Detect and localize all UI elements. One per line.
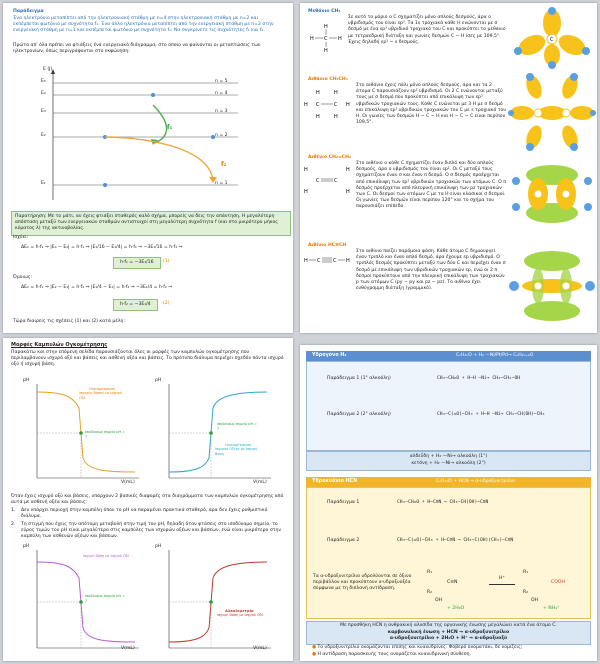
- energy-levels-page: [3, 3, 293, 333]
- hcn-section-title: Υδροκυάνιο HCN: [312, 479, 358, 484]
- bottom-left-ylabel: pH: [23, 544, 30, 549]
- electron-dot: [151, 93, 155, 97]
- svg-text:C: C: [334, 178, 338, 184]
- svg-text:H: H: [304, 189, 308, 195]
- bullet-1: [312, 645, 582, 651]
- svg-text:C: C: [334, 102, 338, 108]
- ethane-heading: Αιθάνιο CH₃CH₃: [308, 77, 348, 82]
- svg-text:H: H: [346, 167, 350, 173]
- methane-heading: Μεθάνιο CH₄: [308, 9, 341, 14]
- ethane-structure: [304, 87, 354, 121]
- equation-2-number: (2): [163, 301, 170, 306]
- h2-summary-1: αλδεΰδη + H₂ —Ni→ αλκοόλη (1°): [409, 454, 488, 459]
- svg-text:H: H: [310, 36, 314, 42]
- bottom-left-eqpoint: Ισοδύναμο σημείο pH = 7: [85, 594, 125, 603]
- hydrolysis-text: Τα α-υδροξυνιτρίλια υδρολύονται σε όξινο περιβάλλον και προκύπτουν α-υδροξυοξέα σύμφωνα με τη διπλανή αντίδραση.: [313, 574, 412, 592]
- hydrolysis-r2-left: R₂: [427, 590, 433, 595]
- hcn-example-2-label: Παράδειγμα 2: [327, 538, 360, 543]
- point-2-text: Τη στιγμή που έχεις την απότομη μεταβολή στην τιμή του pH, δηλαδή όταν φτάσεις στο ισοδύναμο σημείο, το εύρος τιμών του pH είναι μεγαλύτερο στις καμπύλες των ισχυρών οξέων και βάσεων, ενώ είναι μικρότερο στην καμπύλη των ασθενών οξέων και βάσεων.: [21, 522, 281, 540]
- svg-text:C: C: [316, 178, 320, 184]
- energy-level-symbol: E₅: [41, 79, 46, 84]
- isxyei-label: Ισχύει:: [13, 235, 29, 240]
- methane-orbital-diagram: [510, 7, 594, 69]
- electron-dot: [103, 183, 107, 187]
- svg-text:C: C: [550, 37, 554, 43]
- svg-text:C: C: [317, 258, 321, 264]
- hydrolysis-r1-left: R₁: [427, 570, 433, 575]
- ethene-heading: Αιθένιο CH₂=CH₂: [308, 155, 352, 160]
- hybridization-page: [300, 3, 597, 333]
- ethene-structure: [304, 163, 354, 197]
- energy-level-n: n = 5: [215, 79, 228, 84]
- hydrogen-section-header: [306, 351, 591, 361]
- svg-text:H: H: [316, 114, 320, 120]
- svg-text:H: H: [324, 48, 328, 54]
- ethene-text: Στο αιθένιο ο κάθε C σχηματίζει έναν διπλό και δύο απλούς δεσμούς, άρα ο υβριδισμός του είναι sp². Οι C μεταξύ τους σχηματίζουν έναν σ και έναν π δεσμό. Ο σ δεσμός προέρχεται από επικάλυψη των sp² υβριδικών τροχιακών των ατόμων C. Ο π δεσμός προέρχεται από πλευρική επικάλυψη των pz τροχιακών των C. Οι δεσμοί των ατόμων C με τα H είναι κλασικοί σ δεσμοί. Οι γωνίες των δεσμών είναι περίπου 120° και το σχήμα του παρουσιάζει επίπεδο.: [356, 161, 506, 210]
- ethyne-text: Στο αιθίνιο παίζει παρόμοια φάση. Κάθε άτομο C δημιουργεί έναν τριπλό και έναν απλό δεσμό, άρα έχουμε sp υβριδισμό. Ο τριπλός δεσμός προκύπτει μεταξύ των δύο C και περιέχει έναν σ δεσμό με επικάλυψη των υβριδικών τροχιακών sp, ενώ οι 2 π δεσμοί προκύπτουν από την πλευρική επικάλυψη των τροχιακών p των ατόμων C (py − py και pz − pz). Το αιθίνιο έχει ευθύγραμμη διάταξη (γραμμικό).: [356, 249, 506, 292]
- energy-level-symbol: E₄: [41, 91, 46, 96]
- energy-level-n: n = 2: [215, 133, 228, 138]
- bullet-2: [312, 652, 582, 658]
- methane-text: Σε αυτό το μόριο ο C σχηματίζει μόνο απλούς δεσμούς, άρα ο υβριδισμός του είναι sp³. Τα 1s τροχιακά κάθε H ενώνονται με σ δεσμό με ένα sp³ υβριδικό τροχιακό του C και προκύπτει το μεθάνιο με τετραεδρική διάταξη και γωνίες δεσμών C − H ίσες με 109,5°. Έχεις δηλαδή sp³ − s δεσμούς.: [348, 15, 506, 45]
- bottom-left-xlabel: V(mL): [121, 646, 135, 651]
- svg-text:H: H: [346, 258, 350, 264]
- titration-curves-page: [3, 338, 293, 661]
- energy-level-n: n = 1: [215, 181, 228, 186]
- ethyne-heading: Αιθίνιο HC≡CH: [308, 243, 347, 248]
- bullet-2-marker: ●: [312, 652, 318, 657]
- svg-text:H: H: [316, 90, 320, 96]
- omoios-label: Όμοιως:: [13, 275, 33, 280]
- h2-example-1-label: Παράδειγμα 1 (1° αλκοόλη): [327, 376, 391, 381]
- example-heading: Παράδειγμα: [13, 9, 44, 14]
- example-statement: Ένα ηλεκτρόνιο μεταπίπτει από την ηλεκτρονιακή στάθμη με n=4 στην ηλεκτρονιακή στάθμη με n=2 και εκπέμπεται φωτόνιο με συχνότητα f₁. Ένα άλλο ηλεκτρόνιο μεταπίπτει από την ενεργειακή στάθμη με n=2 στην ενεργειακή στάθμη με n=1 και εκπέμπεται φωτόνιο με συχνότητα f₂. Να συγκρίνετε τις συχνότητες f₁ και f₂.: [13, 16, 274, 34]
- bottom-right-titration-chart: [155, 544, 275, 656]
- hcn-section-header: [306, 477, 591, 487]
- differences-intro: Όταν έχεις ισχυρό οξύ και βάσεις, υπάρχουν 2 βασικές διαφορές στα διαγράμματα των καμπυλών ογκομέτρησης από αυτά με ασθενή οξέα και βάσεις:: [11, 494, 284, 506]
- svg-text:H: H: [334, 114, 338, 120]
- strong-acid-titration-chart: [155, 378, 275, 488]
- titration-heading: Μορφές Καμπυλών Ογκομέτρησης: [11, 342, 108, 348]
- energy-level-n: n = 3: [215, 109, 228, 114]
- left-chart-eqpoint: Ισοδύναμο σημείο pH = 7: [85, 430, 125, 439]
- ethane-text: Στο αιθάνιο έχεις πάλι μόνο απλούς δεσμούς, άρα και τα 2 άτομα C παρουσιάζουν sp³ υβριδισμό. Οι 2 C ενώνονται μεταξύ τους με σ δεσμό που προκύπτει από επικάλυψη των sp³ υβριδικών τροχιακών τους. Κάθε C ενώνεται με 3 H με σ δεσμό και επικάλυψη sp³ υβριδικών τροχιακών του C με s τροχιακό του H. Οι γωνίες των δεσμών H − C − H και H − C − C είναι περίπου 109,5°.: [356, 83, 507, 126]
- division-instruction: Τώρα διαιρείς τις σχέσεις (1) και (2) κατά μέλη:: [13, 319, 126, 324]
- equation-1-number: (1): [163, 259, 170, 264]
- hydrolysis-cn: C≡N: [447, 580, 458, 585]
- equation-1: ΔE₁ = h·f₁ ⇒ |E₄ − E₂| = h·f₁ ⇒ |E₁/16 − E₁/4| = h·f₁ ⇒ −3E₁/16 = h·f₁ ⇒: [21, 245, 183, 250]
- hcn-summary-eq2: α-υδροξυνιτρίλιο + 2H₂O + H⁺ → α-υδροξυοξύ: [389, 636, 508, 641]
- instruction-text: Πρώτα απ' όλα πρέπει να φτιάξεις ένα ενεργειακό διάγραμμα, στο οποίο να φαίνονται οι μεταπτώσεις των ηλεκτρονίων, όπως περιγράφονται στο εκφώνηση:: [13, 43, 261, 55]
- ethene-orbital-diagram: [508, 155, 596, 233]
- right-chart-title: Ογκομέτρηση: [225, 442, 252, 447]
- hcn-example-1-label: Παράδειγμα 1: [327, 500, 360, 505]
- right-chart-ylabel: pH: [155, 378, 162, 383]
- energy-level-n: n = 4: [215, 91, 228, 96]
- bullet-1-text: Το υδροξυνιτρίλιο ονομάζονται επίσης και κυανυδρίνες. Φοβερό ονοματάκι, δε νομίζεις;: [317, 645, 523, 650]
- addition-reactions-page: [300, 345, 597, 661]
- hcn-example-1-equation: CH₃−CH=O + H−C≡N → CH₃−CH(OH)−C≡N: [397, 500, 489, 505]
- energy-level-diagram: [43, 65, 243, 205]
- svg-text:H: H: [304, 167, 308, 173]
- ethane-orbital-diagram: [508, 73, 596, 151]
- energy-level-symbol: E₃: [41, 109, 46, 114]
- svg-text:H: H: [304, 258, 308, 264]
- hydrolysis-oh-left: OH: [435, 598, 443, 603]
- bottom-left-subtitle: Ισχυρή Βάση με Ισχυρό Οξύ: [83, 554, 130, 558]
- h2-example-1-equation: CH₃−CH=O + H−H —Ni→ CH₃−CH₂−OH: [437, 376, 520, 381]
- hcn-summary-eq1: καρβονυλική ένωση + HCN → α-υδροξυνιτρίλιο: [387, 630, 510, 635]
- svg-text:H: H: [338, 36, 342, 42]
- left-chart-title: Ογκομέτρηση: [89, 386, 116, 391]
- boxed-equation-2: h·f₂ = −3E₁/4: [113, 299, 158, 311]
- h2-example-2-equation: CH₃−C(=O)−CH₃ + H−H —Ni→ CH₃−CH(OH)−CH₃: [437, 412, 545, 417]
- hcn-section-formula: CₙH₂ₙO + HCN → α-υδροξυνιτρίλιο: [436, 479, 515, 484]
- hcn-example-2-equation: CH₃−C(=O)−CH₃ + H−C≡N → CH₃−C(OH)(CH₃)−C≡N: [397, 538, 514, 543]
- energy-level-symbol: E₂: [41, 133, 46, 138]
- hydrolysis-cooh: COOH: [551, 580, 565, 585]
- hydrolysis-ammonium: + NH₄⁺: [543, 606, 560, 611]
- hydrolysis-arrow: [489, 584, 515, 585]
- hydrogen-section-title: Υδρογόνο H₂: [312, 353, 347, 358]
- svg-text:H: H: [334, 90, 338, 96]
- ethyne-structure: [304, 253, 354, 267]
- left-chart-subtitle: Ισχυρής Βάσης με Ισχυρό Οξύ: [79, 391, 122, 400]
- point-1-marker: 1.: [11, 508, 16, 513]
- hydrogen-section-formula: CₙH₂ₙO + H₂ —Ni/Pt/Pd→ CₙH₂ₙ₊₂O: [456, 353, 534, 358]
- hydrolysis-water: + 2H₂O: [447, 606, 465, 611]
- bottom-left-titration-chart: [23, 544, 143, 656]
- right-chart-xlabel: V(mL): [253, 480, 267, 485]
- hcn-summary-text: Με προσθήκη HCN η ανθρακική αλυσίδα της οργανικής ένωσης μεγαλώνει κατά ένα άτομο C.: [340, 623, 557, 628]
- svg-text:H: H: [324, 24, 328, 30]
- bottom-right-xlabel: V(mL): [253, 646, 267, 651]
- bullet-1-marker: ●: [312, 645, 318, 650]
- hydrogen-summary: [306, 451, 591, 471]
- observation-note: Παρατήρηση: Με το μάτι, αν έχεις φτιάξει σταθερός καλό σχήμα, μπορείς να δεις την απάντηση. Η μεγαλύτερη απόσταση μεταξύ των ενεργειακών σταθμών αντιστοιχεί στη μεγαλύτερη συχνότητα f (και στο μικρότερο μήκος κύματος λ) της ακτινοβολίας.: [11, 211, 291, 236]
- titration-intro: Παρακάτω και στην επόμενη σελίδα παρουσιάζονται όλες οι μορφές των καμπυλών ογκομέτρησης που περιλαμβάνουν ισχυρό οξύ και βάσεις και ασθενή οξέα και βάσεις. Το πρότυπο διάλυμα περιέχει σχεδόν πάντα ισχυρό οξύ ή ισχυρή βάση.: [11, 350, 284, 368]
- svg-text:H: H: [346, 189, 350, 195]
- svg-text:H: H: [346, 102, 350, 108]
- bottom-right-subtitle: Ισχυρή Βάση με Ισχυρό Οξύ: [217, 613, 264, 617]
- hydrolysis-r2-right: R₂: [523, 590, 529, 595]
- right-chart-eqpoint: Ισοδύναμο σημείο pH = 7: [217, 422, 257, 431]
- point-1-text: Δεν υπάρχει περιοχή στην καμπύλη όπου το pH να παραμένει πρακτικά σταθερό, άρα δεν έχεις ρυθμιστικό διάλυμα.: [21, 508, 268, 520]
- methane-structure: [306, 21, 346, 55]
- hydrogen-examples: [306, 361, 591, 451]
- point-2-marker: 2.: [11, 522, 16, 527]
- ethyne-orbital-diagram: [508, 241, 596, 329]
- left-chart-ylabel: pH: [23, 378, 30, 383]
- svg-text:C: C: [333, 258, 337, 264]
- equation-2: ΔE₂ = h·f₂ ⇒ |E₂ − E₁| = h·f₂ ⇒ |E₁/4 − E₁| = h·f₂ ⇒ −3E₁/4 = h·f₂ ⇒: [21, 285, 173, 290]
- energy-axis-label: E (J): [43, 67, 53, 72]
- bottom-right-ylabel: pH: [155, 544, 162, 549]
- hcn-summary: [306, 621, 591, 645]
- svg-text:C: C: [324, 36, 328, 42]
- left-chart-xlabel: V(mL): [121, 480, 135, 485]
- right-chart-subtitle: Ισχυρού Οξέος με Ισχυρή Βάση: [215, 447, 258, 456]
- f2-label: f₂: [221, 161, 227, 168]
- bottom-right-title: Αλκαλιμετρία: [225, 608, 254, 613]
- svg-text:C: C: [316, 102, 320, 108]
- h2-summary-2: κετόνη + H₂ —Ni→ αλκοόλη (2°): [411, 461, 486, 466]
- boxed-equation-1: h·f₁ = −3E₁/16: [113, 257, 161, 269]
- f1-label: f₁: [167, 124, 173, 131]
- hydrolysis-catalyst: H⁺: [499, 576, 505, 581]
- bullet-2-text: Η αντίδραση παρασκευής τους ονομάζεται κυανυδρινική σύνθεση.: [317, 652, 472, 657]
- h2-example-2-label: Παράδειγμα 2 (2° αλκοόλη): [327, 412, 391, 417]
- hydrolysis-oh-right: OH: [531, 598, 539, 603]
- energy-level-symbol: E₁: [41, 181, 46, 186]
- svg-text:H: H: [304, 102, 308, 108]
- hydrolysis-r1-right: R₁: [523, 570, 529, 575]
- hcn-examples: [306, 487, 591, 619]
